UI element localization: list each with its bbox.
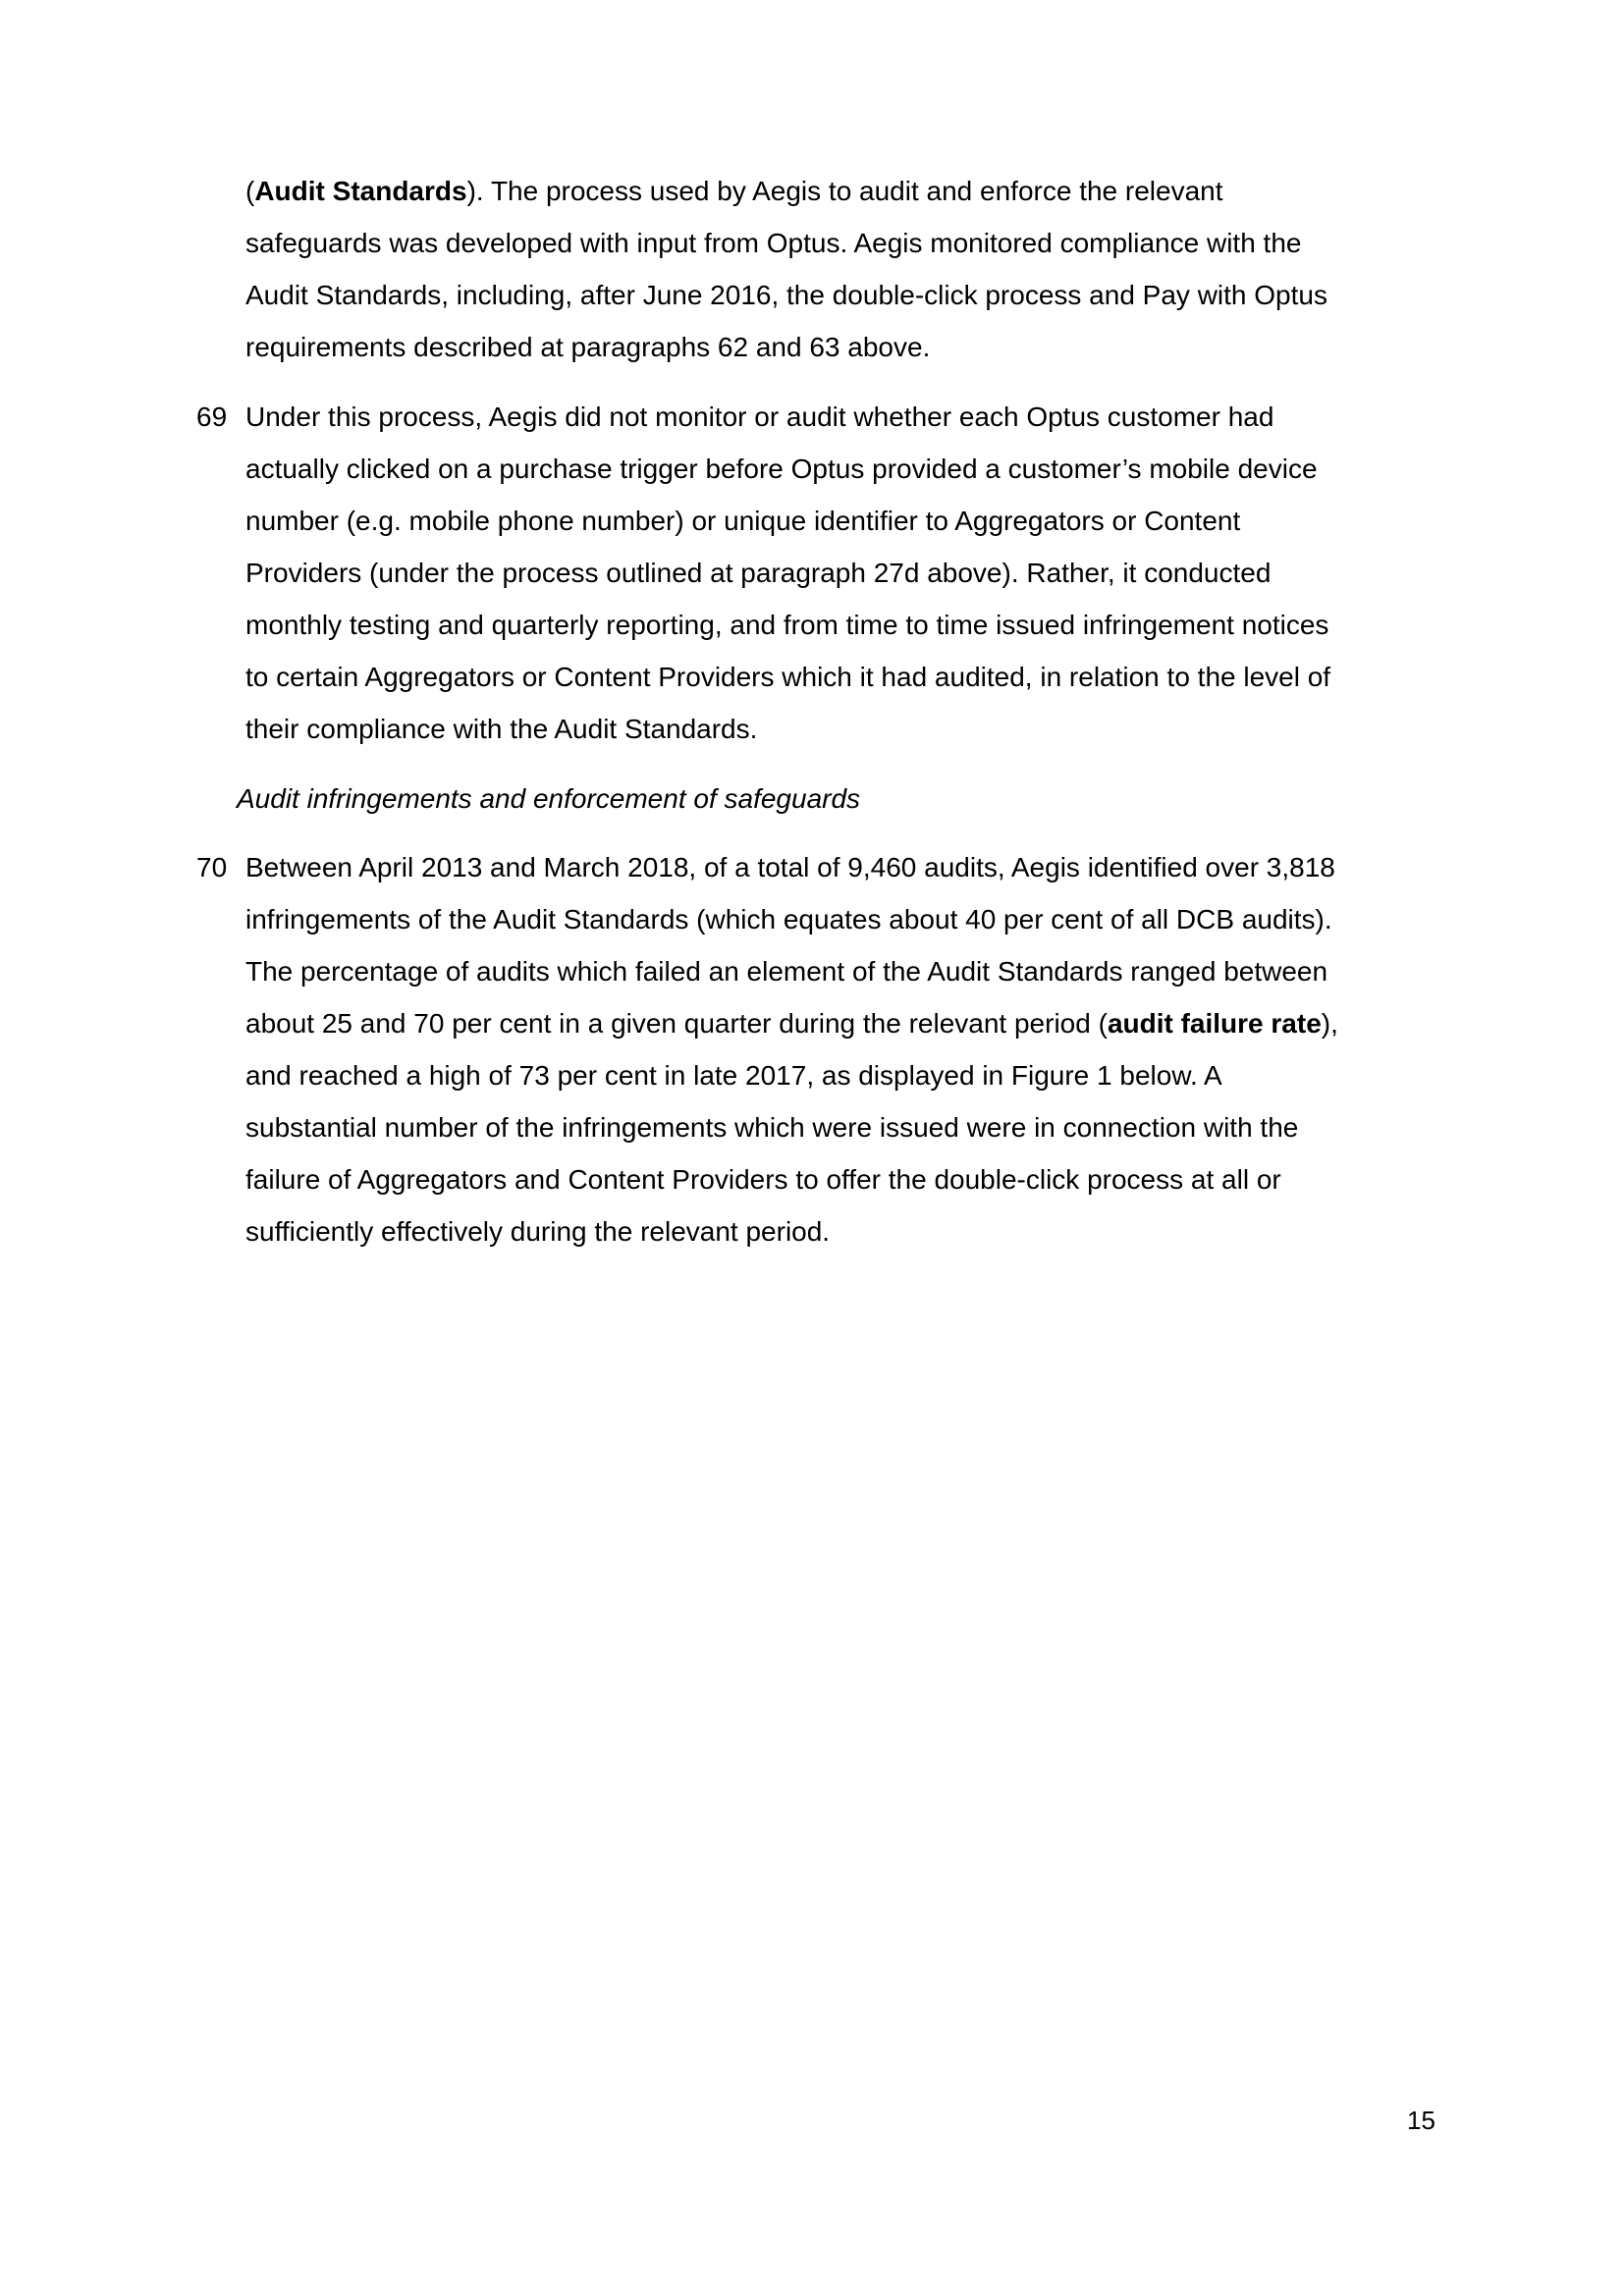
paragraph-number-70: 70 xyxy=(196,852,228,882)
text-fragment: ), xyxy=(1321,1008,1338,1039)
defined-term-audit-failure-rate: audit failure rate xyxy=(1107,1008,1322,1039)
text-fragment: ( xyxy=(245,176,255,206)
paragraph-69-line-4: Providers (under the process outlined at paragraph 27d above). Rather, it conducted xyxy=(245,558,1272,588)
text-fragment: about 25 and 70 per cent in a given quarter during the relevant period ( xyxy=(245,1008,1108,1039)
paragraph-68-line-2: safeguards was developed with input from Optus. Aegis monitored compliance with the xyxy=(245,228,1302,258)
paragraph-70-line-2: infringements of the Audit Standards (which equates about 40 per cent of all DCB audits). xyxy=(245,904,1332,934)
paragraph-69-line-5: monthly testing and quarterly reporting, and from time to time issued infringement notices xyxy=(245,610,1329,640)
paragraph-70-line-6: substantial number of the infringements which were issued were in connection with the xyxy=(245,1112,1299,1143)
section-heading: Audit infringements and enforcement of safeguards xyxy=(237,783,861,814)
paragraph-68-line-1 xyxy=(245,175,1223,208)
paragraph-70-line-5: and reached a high of 73 per cent in late 2017, as displayed in Figure 1 below. A xyxy=(245,1060,1222,1091)
page-number: 15 xyxy=(1407,2106,1435,2135)
paragraph-70-line-8: sufficiently effectively during the relevant period. xyxy=(245,1216,831,1247)
paragraph-69-line-2: actually clicked on a purchase trigger before Optus provided a customer’s mobile device xyxy=(245,454,1318,484)
paragraph-70-line-7: failure of Aggregators and Content Providers to offer the double-click process at all or xyxy=(245,1164,1281,1195)
paragraph-69-line-6: to certain Aggregators or Content Providers which it had audited, in relation to the level of xyxy=(245,662,1331,692)
paragraph-69-line-7: their compliance with the Audit Standards. xyxy=(245,714,758,744)
paragraph-68-line-3: Audit Standards, including, after June 2016, the double-click process and Pay with Optus xyxy=(245,280,1327,310)
paragraph-number-69: 69 xyxy=(196,401,228,432)
paragraph-70-line-3: The percentage of audits which failed an element of the Audit Standards ranged between xyxy=(245,956,1328,987)
paragraph-70-line-1: Between April 2013 and March 2018, of a total of 9,460 audits, Aegis identified over 3,818 xyxy=(245,852,1335,882)
paragraph-68-line-4: requirements described at paragraphs 62 and 63 above. xyxy=(245,332,931,362)
defined-term-audit-standards: Audit Standards xyxy=(254,176,467,206)
text-fragment: ). The process used by Aegis to audit and enforce the relevant xyxy=(466,176,1223,206)
paragraph-69-line-3: number (e.g. mobile phone number) or unique identifier to Aggregators or Content xyxy=(245,506,1241,536)
paragraph-69-line-1: Under this process, Aegis did not monitor or audit whether each Optus customer had xyxy=(245,401,1274,432)
paragraph-70-line-4 xyxy=(245,1007,1338,1041)
